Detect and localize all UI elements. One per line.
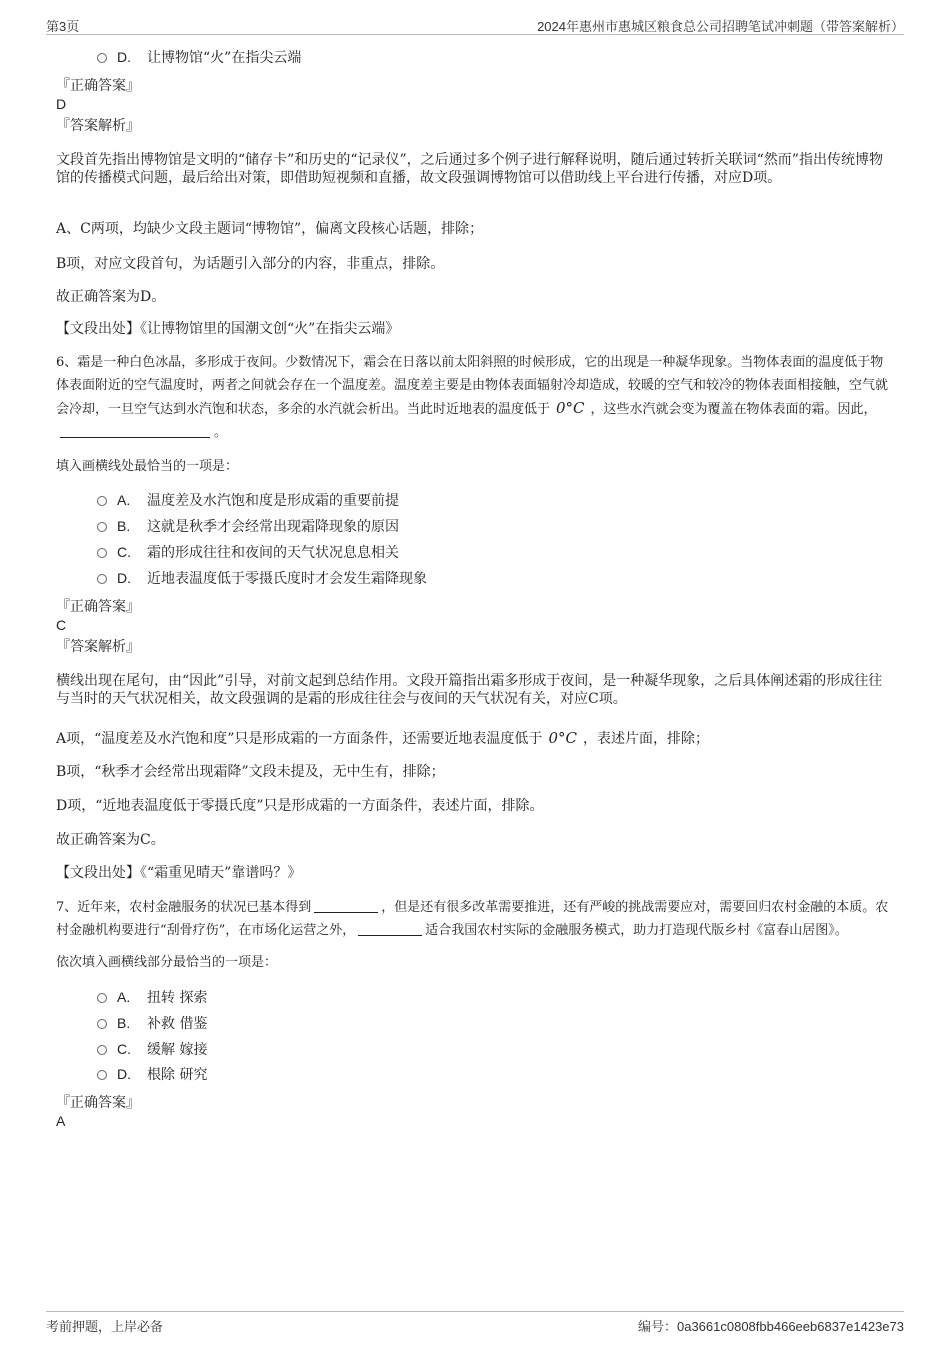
q7-blank-2 (358, 921, 422, 936)
radio-icon[interactable] (97, 522, 107, 532)
q5-analysis-paragraph: 文段首先指出博物馆是文明的“储存卡”和历史的“记录仪”，之后通过多个例子进行解释说明，随后通过转折关联词“然而”指出传统博物馆的传播模式问题，最后给出对策，即借助短视频和直播，故文段强调博物馆可以借助线上平台进行传播，对应D项。 (56, 152, 883, 186)
q6-option-d[interactable]: D. 近地表温度低于零摄氏度时才会发生霜降现象 (97, 569, 427, 588)
radio-icon[interactable] (97, 548, 107, 558)
q7-option-d[interactable]: D. 根除 研究 (97, 1065, 207, 1084)
q7-answer: A (56, 1113, 66, 1129)
q5-analysis-label: 『答案解析』 (56, 118, 140, 134)
q7-prompt: 依次填入画横线部分最恰当的一项是： (56, 955, 278, 970)
radio-icon[interactable] (97, 53, 107, 63)
q6-analysis-math: 0°C (548, 729, 577, 747)
radio-icon[interactable] (97, 496, 107, 506)
q6-prompt: 填入画横线处最恰当的一项是： (56, 459, 239, 474)
q6-option-a[interactable]: A. 温度差及水汽饱和度是形成霜的重要前提 (97, 491, 399, 510)
radio-icon[interactable] (97, 1019, 107, 1029)
q6-analysis-paragraph: D项，“近地表温度低于零摄氏度”只是形成霜的一方面条件，表述片面，排除。 (56, 798, 544, 814)
q6-stem: 6、霜是一种白色冰晶，多形成于夜间。少数情况下，霜会在日落以前太阳斜照的时候形成，它的出现是一种凝华现象。当物体表面的温度低于物体表面附近的空气温度时，两者之间就会存在一个温度差。温度差主要是由物体表面辐射冷却造成，较暖的空气和较冷的物体表面相接触，空气就会冷却，一旦空气达到水汽饱和状态，多余的水汽就会析出。当此时近地表的温度低于 0°C ，这些水汽就会变为覆盖在物体表面的霜。因此，。 (56, 355, 889, 440)
q7-option-a[interactable]: A. 扭转 探索 (97, 988, 207, 1007)
q7-option-c[interactable]: C. 缓解 嫁接 (97, 1040, 207, 1059)
q6-analysis-paragraph: 故正确答案为C。 (56, 832, 165, 848)
q7-answer-label: 『正确答案』 (56, 1095, 140, 1111)
q6-answer: C (56, 617, 67, 633)
footer-slogan: 考前押题，上岸必备 (46, 1319, 164, 1334)
q6-blank (60, 423, 210, 438)
q6-source: 【文段出处】《“霜重见晴天”靠谱吗？》 (56, 865, 302, 881)
document-title: 2024年惠州市惠城区粮食总公司招聘笔试冲刺题（带答案解析） (537, 19, 904, 34)
radio-icon[interactable] (97, 574, 107, 584)
page-number: 第3页 (46, 19, 80, 34)
q5-analysis-paragraph: 故正确答案为D。 (56, 289, 166, 305)
q5-analysis-paragraph: A、C两项，均缺少文段主题词“博物馆”，偏离文段核心话题，排除； (56, 221, 484, 237)
q6-analysis-paragraph: 横线出现在尾句，由“因此”引导，对前文起到总结作用。文段开篇指出霜多形成于夜间，是一种凝华现象，之后具体阐述霜的形成往往与当时的天气状况相关，故文段强调的是霜的形成往往会与夜间的天气状况有关，对应C项。 (56, 673, 883, 707)
q6-math-temperature: 0°C (556, 399, 585, 417)
q5-source: 【文段出处】《让博物馆里的国潮文创“火”在指尖云端》 (56, 321, 400, 337)
footer-code: 编号：0a3661c0808fbb466eeb6837e1423e73 (637, 1319, 904, 1334)
radio-icon[interactable] (97, 1070, 107, 1080)
q5-answer: D (56, 96, 67, 112)
q5-answer-label: 『正确答案』 (56, 78, 140, 94)
q6-analysis-label: 『答案解析』 (56, 639, 140, 655)
q6-option-c[interactable]: C. 霜的形成往往和夜间的天气状况息息相关 (97, 543, 399, 562)
q6-answer-label: 『正确答案』 (56, 599, 140, 615)
q5-analysis-paragraph: B项，对应文段首句，为话题引入部分的内容，非重点，排除。 (56, 256, 445, 272)
q5-option-d[interactable]: D. 让博物馆“火”在指尖云端 (97, 48, 301, 67)
radio-icon[interactable] (97, 1045, 107, 1055)
radio-icon[interactable] (97, 993, 107, 1003)
page-footer (46, 1311, 904, 1334)
q6-analysis-paragraph: B项，“秋季才会经常出现霜降”文段未提及，无中生有，排除； (56, 764, 445, 780)
page-header (46, 14, 904, 35)
q7-blank-1 (314, 898, 378, 913)
q6-analysis-paragraph: A项，“温度差及水汽饱和度”只是形成霜的一方面条件，还需要近地表温度低于 0°C ，表述片面，排除； (56, 729, 709, 747)
q7-stem: 7、近年来，农村金融服务的状况已基本得到 ，但是还有很多改革需要推进，还有严峻的挑战需要应对，需要回归农村金融的本质。农村金融机构要进行“刮骨疗伤”，在市场化运营之外， 适合我国农村实际的金融服务模式，助力打造现代版乡村《富春山居图》。 (56, 900, 889, 938)
q7-option-b[interactable]: B. 补救 借鉴 (97, 1014, 207, 1033)
q6-option-b[interactable]: B. 这就是秋季才会经常出现霜降现象的原因 (97, 517, 399, 536)
